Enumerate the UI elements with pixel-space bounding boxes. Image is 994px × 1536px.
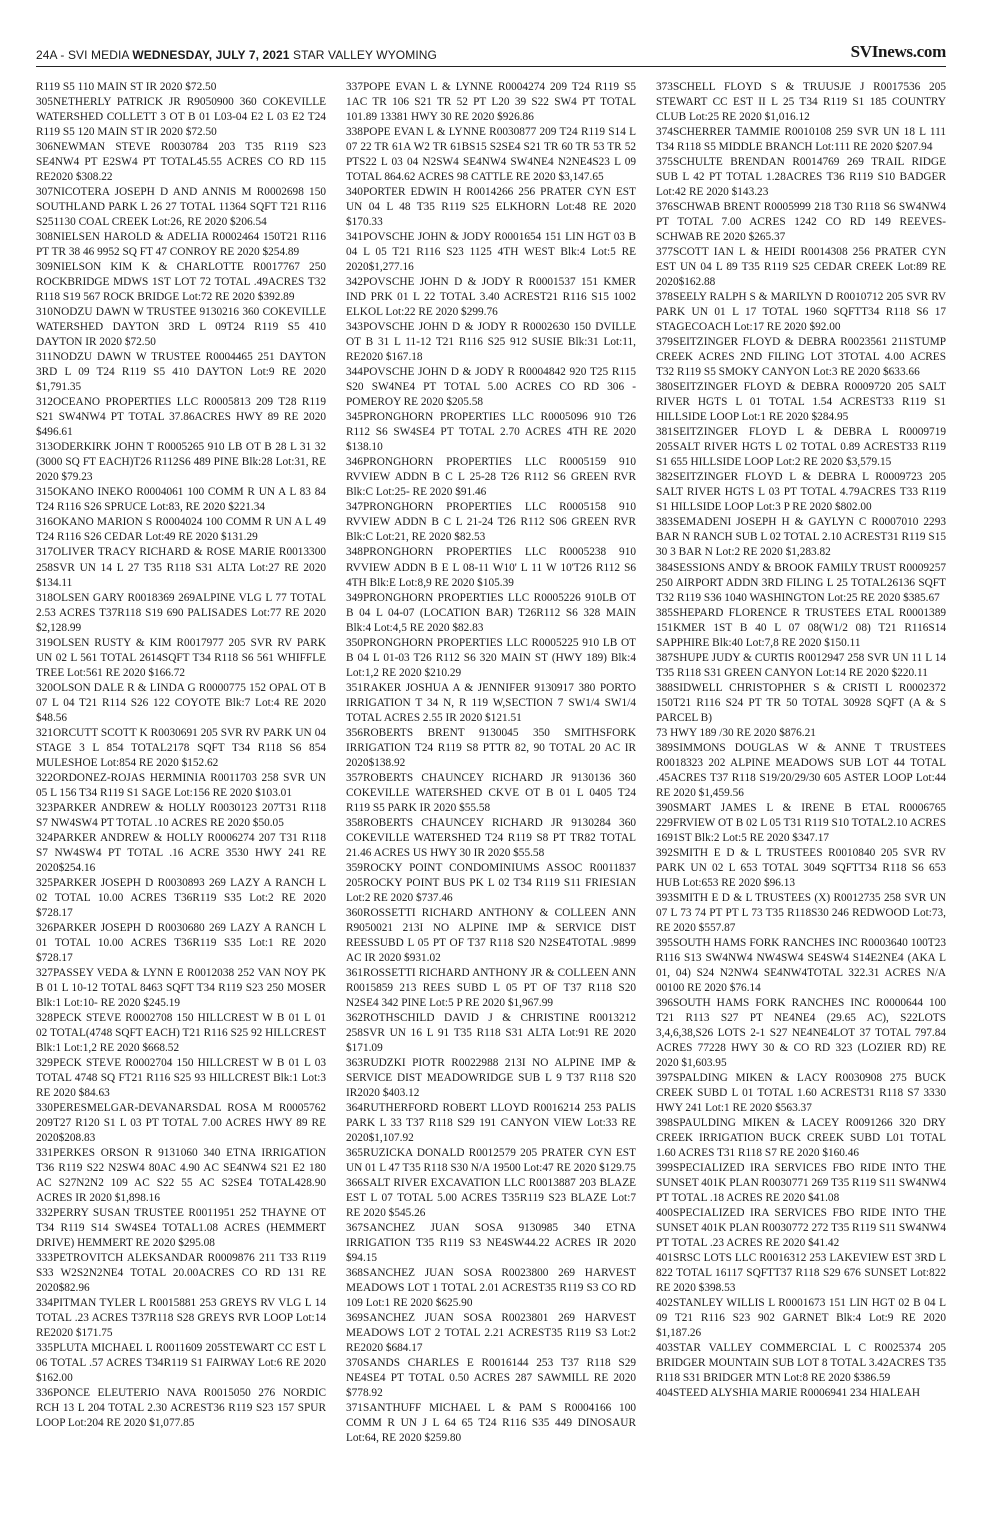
tax-listing-entry: R119 S5 110 MAIN ST IR 2020 $72.50: [36, 81, 217, 93]
tax-listing-entry: 378SEELY RALPH S & MARILYN D R0010712 205 SVR RV PARK UN 01 L 17 TOTAL 1960 SQFTT34 R118 S6 17 STAGECOACH Lot:17 RE 2020 $92.00: [656, 291, 946, 334]
tax-listing-entry: 348PRONGHORN PROPERTIES LLC R0005238 910 RVVIEW ADDN B E L 08-11 W10' L 11 W 10'T26 R112 S6 4TH Blk:E Lot:8,9 RE 2020 $105.39: [346, 546, 636, 589]
tax-listing-entry: 305NETHERLY PATRICK JR R9050900 360 COKEVILLE WATERSHED COLLETT 3 OT B 01 L03-04 E2 L 03 E2 T24 R119 S5 120 MAIN ST IR 2020 $72.50: [36, 96, 326, 139]
tax-listing-entry: 316OKANO MARION S R0004024 100 COMM R UN A L 49 T24 R116 S26 CEDAR Lot:49 RE 2020 $131.29: [36, 516, 326, 544]
tax-listing-entry: 318OLSEN GARY R0018369 269ALPINE VLG L 77 TOTAL 2.53 ACRES T37R118 S19 690 PALISADES Lot:77 RE 2020 $2,128.99: [36, 591, 326, 634]
tax-listing-entry: 397SPALDING MIKEN & LACY R0030908 275 BUCK CREEK SUBD L 01 TOTAL 1.60 ACREST31 R118 S7 3330 HWY 241 Lot:1 RE 2020 $563.37: [656, 1072, 946, 1115]
tax-listing-entry: 351RAKER JOSHUA A & JENNIFER 9130917 380 PORTO IRRIGATION T 34 N, R 119 W,SECTION 7 SW1/4 SW1/4 TOTAL ACRES 2.55 IR 2020 $121.51: [346, 681, 636, 724]
tax-listing-entry: 364RUTHERFORD ROBERT LLOYD R0016214 253 PALIS PARK L 33 T37 R118 S29 191 CANYON VIEW Lot:33 RE 2020$1,107.92: [346, 1102, 636, 1145]
tax-listing-entry: 335PLUTA MICHAEL L R0011609 205STEWART CC EST L 06 TOTAL .57 ACRES T34R119 S1 FAIRWAY Lot:6 RE 2020 $162.00: [36, 1342, 326, 1385]
tax-listing-entry: 376SCHWAB BRENT R0005999 218 T30 R118 S6 SW4NW4 PT TOTAL 7.00 ACRES 1242 CO RD 149 REEVES-SCHWAB RE 2020 $265.37: [656, 201, 946, 244]
tax-listing-entry: 377SCOTT IAN L & HEIDI R0014308 256 PRATER CYN EST UN 04 L 89 T35 R119 S25 CEDAR CREEK Lot:89 RE 2020$162.88: [656, 246, 946, 289]
header-dateline: [36, 48, 437, 62]
tax-listing-entry: 367SANCHEZ JUAN SOSA 9130985 340 ETNA IRRIGATION T35 R119 S3 NE4SW44.22 ACRES IR 2020 $94.15: [346, 1222, 636, 1265]
tax-listing-entry: 308NIELSEN HAROLD & ADELIA R0002464 150T21 R116 PT TR 38 46 9952 SQ FT 47 CONROY RE 2020 $254.89: [36, 231, 326, 259]
tax-listing-entry: 344POVSCHE JOHN D & JODY R R0004842 920 T25 R115 S20 SW4NE4 PT TOTAL 5.00 ACRES CO RD 306 - POMEROY RE 2020 $205.58: [346, 366, 636, 409]
tax-listing-entry: 359ROCKY POINT CONDOMINIUMS ASSOC R0011837 205ROCKY POINT BUS PK L 02 T34 R119 S11 FRIESIAN Lot:2 RE 2020 $737.46: [346, 861, 636, 904]
tax-listing-entry: 329PECK STEVE R0002704 150 HILLCREST W B 01 L 03 TOTAL 4748 SQ FT21 R116 S25 93 HILLCREST Blk:1 Lot:3 RE 2020 $84.63: [36, 1057, 326, 1100]
tax-listing-entry: 319OLSEN RUSTY & KIM R0017977 205 SVR RV PARK UN 02 L 561 TOTAL 2614SQFT T34 R118 S6 561 WHIFFLE TREE Lot:561 RE 2020 $166.72: [36, 636, 326, 679]
tax-listing-entry: 400SPECIALIZED IRA SERVICES FBO RIDE INTO THE SUNSET 401K PLAN R0030772 272 T35 R119 S11 SW4NW4 PT TOTAL .23 ACRES RE 2020 $41.42: [656, 1207, 946, 1250]
tax-listing-entry: 396SOUTH HAMS FORK RANCHES INC R0000644 100 T21 R113 S27 PT NE4NE4 (29.65 AC), S22LOTS 3,4,6,38,S26 LOTS 2-1 S27 NE4NE4LOT 37 TOTAL 797.84 ACRES 77228 HWY 30 & CO RD 323 (LOZIER RD) RE 2020 $1,603.95: [656, 996, 946, 1070]
header-section: 24A - SVI MEDIA: [36, 48, 133, 62]
tax-listing-entry: 356ROBERTS BRENT 9130045 350 SMITHSFORK IRRIGATION T24 R119 S8 PTTR 82, 90 TOTAL 20 AC IR 2020$138.92: [346, 726, 636, 769]
tax-listing-entry: 380SEITZINGER FLOYD & DEBRA R0009720 205 SALT RIVER HGTS L 01 TOTAL 1.54 ACREST33 R119 S1 HILLSIDE LOOP Lot:1 RE 2020 $284.95: [656, 381, 946, 424]
tax-listing-entry: 381SEITZINGER FLOYD L & DEBRA L R0009719 205SALT RIVER HGTS L 02 TOTAL 0.89 ACREST33 R119 S1 655 HILLSIDE LOOP Lot:2 RE 2020 $3,579.15: [656, 426, 946, 469]
tax-listing-entry: 365RUZICKA DONALD R0012579 205 PRATER CYN EST UN 01 L 47 T35 R118 S30 N/A 19500 Lot:47 RE 2020 $129.75: [346, 1147, 636, 1175]
header-location: STAR VALLEY WYOMING: [289, 48, 437, 62]
tax-listing-entry: 345PRONGHORN PROPERTIES LLC R0005096 910 T26 R112 S6 SW4SE4 PT TOTAL 2.70 ACRES 4TH RE 2020 $138.10: [346, 411, 636, 454]
tax-listing-entry: 328PECK STEVE R0002708 150 HILLCREST W B 01 L 01 02 TOTAL(4748 SQFT EACH) T21 R116 S25 92 HILLCREST Blk:1 Lot:1,2 RE 2020 $668.52: [36, 1011, 326, 1054]
tax-listing-entry: 390SMART JAMES L & IRENE B ETAL R0006765 229FRVIEW OT B 02 L 05 T31 R119 S10 TOTAL2.10 ACRES 1691ST Blk:2 Lot:5 RE 2020 $347.17: [656, 801, 946, 844]
header-date: WEDNESDAY, JULY 7, 2021: [132, 48, 290, 62]
listing-columns: [36, 80, 946, 1528]
tax-listing-entry: 369SANCHEZ JUAN SOSA R0023801 269 HARVEST MEADOWS LOT 2 TOTAL 2.21 ACREST35 R119 S3 Lot:2 RE2020 $684.17: [346, 1312, 636, 1355]
tax-listing-entry: 334PITMAN TYLER L R0015881 253 GREYS RV VLG L 14 TOTAL .23 ACRES T37R118 S28 GREYS RVR LOOP Lot:14 RE2020 $171.75: [36, 1297, 326, 1340]
column-1: [36, 80, 326, 1528]
tax-listing-entry: 307NICOTERA JOSEPH D AND ANNIS M R0002698 150 SOUTHLAND PARK L 26 27 TOTAL 11364 SQFT T21 R116 S251130 COAL CREEK Lot:26, RE 2020 $206.54: [36, 186, 326, 229]
tax-listing-entry: 392SMITH E D & L TRUSTEES R0010840 205 SVR RV PARK UN 02 L 653 TOTAL 3049 SQFTT34 R118 S6 653 HUB Lot:653 RE 2020 $96.13: [656, 846, 946, 889]
tax-listing-entry: 403STAR VALLEY COMMERCIAL L C R0025374 205 BRIDGER MOUNTAIN SUB LOT 8 TOTAL 3.42ACRES T35 R118 S31 BRIDGER MTN Lot:8 RE 2020 $386.59: [656, 1342, 946, 1385]
tax-listing-entry: 333PETROVITCH ALEKSANDAR R0009876 211 T33 R119 S33 W2S2N2NE4 TOTAL 20.00ACRES CO RD 131 RE 2020$82.96: [36, 1252, 326, 1295]
tax-listing-entry: 346PRONGHORN PROPERTIES LLC R0005159 910 RVVIEW ADDN B C L 25-28 T26 R112 S6 GREEN RVR Blk:C Lot:25- RE 2020 $91.46: [346, 456, 636, 499]
tax-listing-entry: 322ORDONEZ-ROJAS HERMINIA R0011703 258 SVR UN 05 L 156 T34 R119 S1 SAGE Lot:156 RE 2020 $103.01: [36, 771, 326, 799]
tax-listing-entry: 388SIDWELL CHRISTOPHER S & CRISTI L R0002372 150T21 R116 S24 PT TR 50 TOTAL 30928 SQFT (A & S PARCEL B): [656, 681, 946, 724]
tax-listing-entry: 387SHUPE JUDY & CURTIS R0012947 258 SVR UN 11 L 14 T35 R118 S31 GREEN CANYON Lot:14 RE 2020 $220.11: [656, 651, 946, 679]
tax-listing-entry: 321ORCUTT SCOTT K R0030691 205 SVR RV PARK UN 04 STAGE 3 L 854 TOTAL2178 SQFT T34 R118 S6 854 MULESHOE Lot:854 RE 2020 $152.62: [36, 726, 326, 769]
tax-listing-entry: 349PRONGHORN PROPERTIES LLC R0005226 910LB OT B 04 L 04-07 (LOCATION BAR) T26R112 S6 328 MAIN Blk:4 Lot:4,5 RE 2020 $82.83: [346, 591, 636, 634]
tax-listing-entry: 338POPE EVAN L & LYNNE R0030877 209 T24 R119 S14 L 07 22 TR 61A W2 TR 61BS15 S2SE4 S21 TR 60 TR 53 TR 52 PTS22 L 03 04 N2SW4 SE4NW4 SW4NE4 N2NE4S23 L 09 TOTAL 864.62 ACRES 98 CATTLE RE 2020 $3,147.65: [346, 126, 636, 184]
tax-listing-entry: 336PONCE ELEUTERIO NAVA R0015050 276 NORDIC RCH 13 L 204 TOTAL 2.30 ACREST36 R119 S23 157 SPUR LOOP Lot:204 RE 2020 $1,077.85: [36, 1387, 326, 1430]
tax-listing-entry: 357ROBERTS CHAUNCEY RICHARD JR 9130136 360 COKEVILLE WATERSHED CKVE OT B 01 L 0405 T24 R119 S5 PARK IR 2020 $55.58: [346, 771, 636, 814]
tax-listing-entry: 384SESSIONS ANDY & BROOK FAMILY TRUST R0009257 250 AIRPORT ADDN 3RD FILING L 25 TOTAL26136 SQFT T32 R119 S36 1040 WASHINGTON Lot:25 RE 2020 $385.67: [656, 561, 946, 604]
tax-listing-entry: 374SCHERRER TAMMIE R0010108 259 SVR UN 18 L 111 T34 R118 S5 MIDDLE BRANCH Lot:111 RE 2020 $207.94: [656, 126, 946, 154]
tax-listing-entry: 379SEITZINGER FLOYD & DEBRA R0023561 211STUMP CREEK ACRES 2ND FILING LOT 3TOTAL 4.00 ACRES T32 R119 S5 SMOKY CANYON Lot:3 RE 2020 $633.66: [656, 336, 946, 379]
tax-listing-entry: 324PARKER ANDREW & HOLLY R0006274 207 T31 R118 S7 NW4SW4 PT TOTAL .16 ACRE 3530 HWY 241 RE 2020$254.16: [36, 831, 326, 874]
tax-listing-entry: 330PERESMELGAR-DEVANARSDAL ROSA M R0005762 209T27 R120 S1 L 03 PT TOTAL 7.00 ACRES HWY 89 RE 2020$208.83: [36, 1102, 326, 1145]
tax-listing-entry: 312OCEANO PROPERTIES LLC R0005813 209 T28 R119 S21 SW4NW4 PT TOTAL 37.86ACRES HWY 89 RE 2020 $496.61: [36, 396, 326, 439]
tax-listing-entry: 317OLIVER TRACY RICHARD & ROSE MARIE R0013300 258SVR UN 14 L 27 T35 R118 S31 ALTA Lot:27 RE 2020 $134.11: [36, 546, 326, 589]
tax-listing-entry: 395SOUTH HAMS FORK RANCHES INC R0003640 100T23 R116 S13 SW4NW4 NW4SW4 SE4SW4 S14E2NE4 (AKA L 01, 04) S24 N2NW4 SE4NW4TOTAL 322.31 ACRES N/A 00100 RE 2020 $76.14: [656, 936, 946, 994]
tax-listing-entry: 347PRONGHORN PROPERTIES LLC R0005158 910 RVVIEW ADDN B C L 21-24 T26 R112 S06 GREEN RVR Blk:C Lot:21, RE 2020 $82.53: [346, 501, 636, 544]
tax-listing-entry: 393SMITH E D & L TRUSTEES (X) R0012735 258 SVR UN 07 L 73 74 PT PT L 73 T35 R118S30 246 REDWOOD Lot:73, RE 2020 $557.87: [656, 891, 946, 934]
tax-listing-entry: 341POVSCHE JOHN & JODY R0001654 151 LIN HGT 03 B 04 L 05 T21 R116 S23 1125 4TH WEST Blk:4 Lot:5 RE 2020$1,277.16: [346, 231, 636, 274]
tax-listing-entry: 382SEITZINGER FLOYD L & DEBRA L R0009723 205 SALT RIVER HGTS L 03 PT TOTAL 4.79ACRES T33 R119 S1 HILLSIDE LOOP Lot:3 P RE 2020 $802.00: [656, 471, 946, 514]
tax-listing-entry: 315OKANO INEKO R0004061 100 COMM R UN A L 83 84 T24 R116 S26 SPRUCE Lot:83, RE 2020 $221.34: [36, 486, 326, 514]
site-name: SVInews.com: [850, 42, 946, 61]
header-rule: [36, 66, 946, 67]
tax-listing-entry: 363RUDZKI PIOTR R0022988 213I NO ALPINE IMP & SERVICE DIST MEADOWRIDGE SUB L 9 T37 R118 S20 IR2020 $403.12: [346, 1057, 636, 1100]
tax-listing-entry: 331PERKES ORSON R 9131060 340 ETNA IRRIGATION T36 R119 S22 N2SW4 80AC 4.90 AC SE4NW4 S21 E2 180 AC S27N2N2 109 AC S22 55 AC S2SE4 TOTAL428.90 ACRES IR 2020 $1,898.16: [36, 1147, 326, 1205]
tax-listing-entry: 350PRONGHORN PROPERTIES LLC R0005225 910 LB OT B 04 L 01-03 T26 R112 S6 320 MAIN ST (HWY 189) Blk:4 Lot:1,2 RE 2020 $210.29: [346, 636, 636, 679]
tax-listing-entry: 389SIMMONS DOUGLAS W & ANNE T TRUSTEES R0018323 202 ALPINE MEADOWS SUB LOT 44 TOTAL .45ACRES T37 R118 S19/20/29/30 605 ASTER LOOP Lot:44 RE 2020 $1,459.56: [656, 741, 946, 799]
tax-listing-entry: 399SPECIALIZED IRA SERVICES FBO RIDE INTO THE SUNSET 401K PLAN R0030771 269 T35 R119 S11 SW4NW4 PT TOTAL .18 ACRES RE 2020 $41.08: [656, 1162, 946, 1205]
tax-listing-entry: 360ROSSETTI RICHARD ANTHONY & COLLEEN ANN R9050021 213I NO ALPINE IMP & SERVICE DIST REESSUBD L 05 PT OF T37 R118 S20 N2SE4TOTAL .9899 AC IR 2020 $931.02: [346, 906, 636, 964]
tax-listing-entry: 371SANTHUFF MICHAEL L & PAM S R0004166 100 COMM R UN J L 64 65 T24 R116 S35 449 DINOSAUR Lot:64, RE 2020 $259.80: [346, 1402, 636, 1445]
tax-listing-entry: 320OLSON DALE R & LINDA G R0000775 152 OPAL OT B 07 L 04 T21 R114 S26 122 COYOTE Blk:7 Lot:4 RE 2020 $48.56: [36, 681, 326, 724]
tax-listing-entry: 366SALT RIVER EXCAVATION LLC R0013887 203 BLAZE EST L 07 TOTAL 5.00 ACRES T35R119 S23 BLAZE Lot:7 RE 2020 $545.26: [346, 1177, 636, 1220]
tax-listing-entry: 332PERRY SUSAN TRUSTEE R0011951 252 THAYNE OT T34 R119 S14 SW4SE4 TOTAL1.08 ACRES (HEMMERT DRIVE) HEMMERT RE 2020 $295.08: [36, 1207, 326, 1250]
tax-listing-entry: 73 HWY 189 /30 RE 2020 $876.21: [656, 726, 816, 739]
tax-listing-entry: 401SRSC LOTS LLC R0016312 253 LAKEVIEW EST 3RD L 822 TOTAL 16117 SQFTT37 R118 S29 676 SUNSET Lot:822 RE 2020 $398.53: [656, 1252, 946, 1295]
page-header: [36, 44, 946, 62]
tax-listing-entry: 325PARKER JOSEPH D R0030893 269 LAZY A RANCH L 02 TOTAL 10.00 ACRES T36R119 S35 Lot:2 RE 2020 $728.17: [36, 876, 326, 919]
tax-listing-entry: 313ODERKIRK JOHN T R0005265 910 LB OT B 28 L 31 32 (3000 SQ FT EACH)T26 R112S6 489 PINE Blk:28 Lot:31, RE 2020 $79.23: [36, 441, 326, 484]
tax-listing-entry: 368SANCHEZ JUAN SOSA R0023800 269 HARVEST MEADOWS LOT 1 TOTAL 2.01 ACREST35 R119 S3 CO RD 109 Lot:1 RE 2020 $625.90: [346, 1267, 636, 1310]
tax-listing-entry: 375SCHULTE BRENDAN R0014769 269 TRAIL RIDGE SUB L 42 PT TOTAL 1.28ACRES T36 R119 S10 BADGER Lot:42 RE 2020 $143.23: [656, 156, 946, 199]
tax-listing-entry: 323PARKER ANDREW & HOLLY R0030123 207T31 R118 S7 NW4SW4 PT TOTAL .10 ACRES RE 2020 $50.05: [36, 801, 326, 829]
column-2: [346, 80, 636, 1528]
tax-listing-entry: 310NODZU DAWN W TRUSTEE 9130216 360 COKEVILLE WATERSHED DAYTON 3RD L 09T24 R119 S5 410 DAYTON IR 2020 $72.50: [36, 306, 326, 349]
tax-listing-entry: 326PARKER JOSEPH D R0030680 269 LAZY A RANCH L 01 TOTAL 10.00 ACRES T36R119 S35 Lot:1 RE 2020 $728.17: [36, 921, 326, 964]
tax-listing-entry: 306NEWMAN STEVE R0030784 203 T35 R119 S23 SE4NW4 PT E2SW4 PT TOTAL45.55 ACRES CO RD 115 RE2020 $308.22: [36, 141, 326, 184]
tax-listing-entry: 340PORTER EDWIN H R0014266 256 PRATER CYN EST UN 04 L 48 T35 R119 S25 ELKHORN Lot:48 RE 2020 $170.33: [346, 186, 636, 229]
tax-listing-entry: 337POPE EVAN L & LYNNE R0004274 209 T24 R119 S5 1AC TR 106 S21 TR 52 PT L20 39 S22 SW4 PT TOTAL 101.89 13381 HWY 30 RE 2020 $926.86: [346, 81, 636, 124]
tax-listing-entry: 373SCHELL FLOYD S & TRUUSJE J R0017536 205 STEWART CC EST II L 25 T34 R119 S1 185 COUNTRY CLUB Lot:25 RE 2020 $1,016.12: [656, 81, 946, 124]
tax-listing-entry: 398SPAULDING MIKEN & LACEY R0091266 320 DRY CREEK IRRIGATION BUCK CREEK SUBD L01 TOTAL 1.60 ACRES T31 R118 S7 RE 2020 $160.46: [656, 1117, 946, 1160]
tax-listing-entry: 343POVSCHE JOHN D & JODY R R0002630 150 DVILLE OT B 31 L 11-12 T21 R116 S25 912 SUSIE Blk:31 Lot:11, RE2020 $167.18: [346, 321, 636, 364]
tax-listing-entry: 370SANDS CHARLES E R0016144 253 T37 R118 S29 NE4SE4 PT TOTAL 0.50 ACRES 287 SAWMILL RE 2020 $778.92: [346, 1357, 636, 1400]
tax-listing-entry: 404STEED ALYSHIA MARIE R0006941 234 HIALEAH: [656, 1387, 921, 1400]
tax-listing-entry: 309NIELSON KIM K & CHARLOTTE R0017767 250 ROCKBRIDGE MDWS 1ST LOT 72 TOTAL .49ACRES T32 R118 S19 567 ROCK BRIDGE Lot:72 RE 2020 $392.89: [36, 261, 326, 304]
tax-listing-entry: 383SEMADENI JOSEPH H & GAYLYN C R0007010 2293 BAR N RANCH SUB L 02 TOTAL 2.10 ACREST31 R119 S15 30 3 BAR N Lot:2 RE 2020 $1,283.82: [656, 516, 946, 559]
tax-listing-entry: 385SHEPARD FLORENCE R TRUSTEES ETAL R0001389 151KMER 1ST B 40 L 07 08(W1/2 08) T21 R116S14 SAPPHIRE Blk:40 Lot:7,8 RE 2020 $150.11: [656, 606, 946, 649]
tax-listing-entry: 402STANLEY WILLIS L R0001673 151 LIN HGT 02 B 04 L 09 T21 R116 S23 902 GARNET Blk:4 Lot:9 RE 2020 $1,187.26: [656, 1297, 946, 1340]
tax-listing-entry: 327PASSEY VEDA & LYNN E R0012038 252 VAN NOY PK B 01 L 10-12 TOTAL 8463 SQFT T34 R119 S23 250 MOSER Blk:1 Lot:10- RE 2020 $245.19: [36, 966, 326, 1009]
tax-listing-entry: 361ROSSETTI RICHARD ANTHONY JR & COLLEEN ANN R0015859 213 REES SUBD L 05 PT OF T37 R118 S20 N2SE4 342 PINE Lot:5 P RE 2020 $1,967.99: [346, 966, 636, 1009]
tax-listing-entry: 342POVSCHE JOHN D & JODY R R0001537 151 KMER IND PRK 01 L 22 TOTAL 3.40 ACREST21 R116 S15 1002 ELKOL Lot:22 RE 2020 $299.76: [346, 276, 636, 319]
tax-listing-entry: 358ROBERTS CHAUNCEY RICHARD JR 9130284 360 COKEVILLE WATERSHED T24 R119 S8 PT TR82 TOTAL 21.46 ACRES US HWY 30 IR 2020 $55.58: [346, 816, 636, 859]
tax-listing-entry: 311NODZU DAWN W TRUSTEE R0004465 251 DAYTON 3RD L 09 T24 R119 S5 410 DAYTON Lot:9 RE 2020 $1,791.35: [36, 351, 326, 394]
tax-listing-entry: 362ROTHSCHILD DAVID J & CHRISTINE R0013212 258SVR UN 16 L 91 T35 R118 S31 ALTA Lot:91 RE 2020 $171.09: [346, 1011, 636, 1054]
column-3: [656, 80, 946, 1528]
